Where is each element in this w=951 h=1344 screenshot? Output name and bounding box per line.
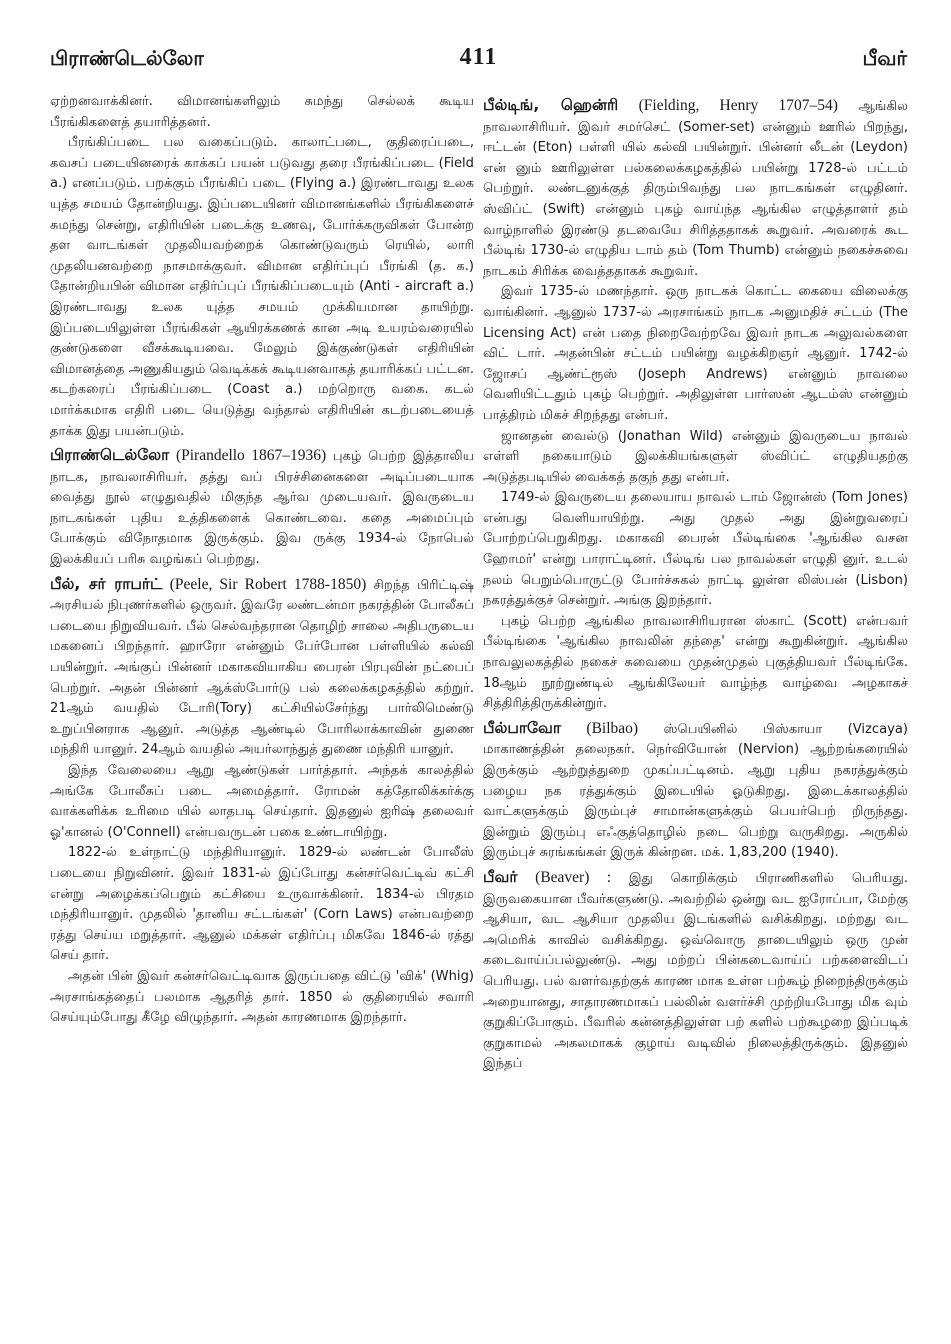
- running-head-right: பீவர்: [862, 46, 907, 70]
- page-header: [50, 40, 907, 80]
- right-column: [483, 92, 908, 1312]
- left-column: [50, 92, 474, 1312]
- body-paragraph: புகழ் பெற்ற ஆங்கில நாவலாசிரியரான ஸ்காட் (Scott) என்பவர் பீல்டிங்கை 'ஆங்கில நாவலின் தந்தை' என்று கூறுகின்றுர். ஆங்கில நாவலுலகத்தில் நகைச் சுவையை முதன்முதல் புகுத்தியவர் பீல்டிங்கே. 18ஆம் நூற்றுண்டில் ஆங்கிலேயர் வாழ்ந்த வாழ்வை அழகாகச் சித்திரித்திருக்கின்றுர்.: [483, 613, 908, 712]
- body-paragraph: பீரங்கிப்படை பல வகைப்படும். காலாட்படை, குதிரைப்படை, கவசப் படையினரைக் காக்கப் பயன் படுவது தரை பீரங்கிப்படை (Field a.) எனப்படும். பறக்கும் பீரங்கிப் படை (Flying a.) இரண்டாவது உலக யுத்த சமயம் தோன்றியது. இப்படையினர் விமானங்களில் பீரங்கிகளைச் சுமந்து சென்று, எதிரியின் படைக்கு உணவு, போர்க்கருவிகள் போன்ற தள வாடங்கள் முதலியவற்றைக் கொண்டுவரும் ரெயில், லாரி முதலியனவற்றை நாசமாக்குவர். விமான எதிர்ப்புப் பீரங்கி (த. க.) தோன்றியபின் விமான எதிர்ப்புப் பீரங்கிப்படையும் (Anti - aircraft a.) இரண்டாவது உலக யுத்த சமயம் முக்கியமான தாயிற்று. இப்படையிலுள்ள பீரங்கிகள் ஆயிரக்கணக் கான அடி உயரம்வரையில் குண்டுகளை வீசக்கூடியவை. மேலும் இக்குண்டுகள் எதிரியின் விமானத்தை அணுகியதும் வெடிக்கக் கூடியனவாகத் தயாரிக்கப் பட்டன. கடற்கரைப் பீரங்கிப்படை (Coast a.) மற்றொரு வகை. கடல் மார்க்கமாக எதிரி படை யெடுத்து வந்தால் எதிரியின் கடற்படையைத் தாக்க இது பயன்படும்.: [50, 135, 474, 439]
- encyclopedia-entry: [483, 867, 908, 1075]
- entry-latin-name: (Fielding, Henry 1707–54): [638, 97, 838, 114]
- encyclopedia-entry: [483, 95, 908, 282]
- entry-latin-name: (Bilbao): [586, 719, 639, 737]
- entry-latin-name: (Pirandello 1867–1936): [175, 447, 327, 465]
- entry-headword: பீவர்: [483, 867, 518, 886]
- encyclopedia-entry: [50, 445, 474, 571]
- encyclopedia-entry: [483, 718, 908, 864]
- encyclopedia-entry: [50, 574, 474, 761]
- body-paragraph: இவர் 1735-ல் மணந்தார். ஒரு நாடகக் கொட்ட கையை விலைக்கு வாங்கினர். ஆனுல் 1737-ல் அரசாங்கம் நாடக அனுமதிச் சட்டம் (The Licensing Act) என் பதை நிறைவேற்றவே இவர் நாடக அலுவல்களை விட் டார். அதன்பின் சட்டம் பயின்று வழக்கிறஞர் ஆனுர். 1742-ல் ஜோசப் ஆண்ட்ரூஸ் (Joseph Andrews) என்னும் நாவலை வெளியிட்டதும் புகழ் பெற்றுர். அதிலுள்ள பார்ஸன் ஆடம்ஸ் என்னும் பாத்திரம் மிகச் சிறந்தது என்பர்.: [483, 284, 908, 423]
- body-paragraph: 1749-ல் இவருடைய தலையாய நாவல் டாம் ஜோன்ஸ் (Tom Jones) என்பது வெளியாயிற்று. அது முதல் அது இன்றுவரைப் போற்றப்பெறுகிறது. மகாகவி பைரன் பீல்டிங்கை 'ஆங்கில வசன ஹோமர்' என்று பாராட்டினர். பீல்டிங் பல நாவல்கள் எழுதி னுர். உடல் நலம் பெறும்பொருட்டு போர்ச்சுகல் நாட்டி லுள்ள லிஸ்பன் (Lisbon) நகரத்துக்குச் சென்றுர். அங்கு இறந்தார்.: [483, 490, 908, 609]
- page-number: 411: [459, 44, 498, 70]
- entry-headword: பிராண்டெல்லோ: [50, 446, 170, 465]
- body-paragraph: ஜானதன் வைல்டு (Jonathan Wild) என்னும் இவருடைய நாவல் எள்ளி நகையாடும் இலக்கியங்களுள் ஸ்விப்ட் எழுதியதற்கு அடுத்தபடியில் வைக்கத் தகுந் தது என்பர்.: [483, 428, 908, 485]
- entry-headword: பீல், சர் ராபர்ட்: [50, 574, 163, 593]
- entry-text: சிறந்த பிரிட்டிஷ் அரசியல் நிபுணர்களில் ஒருவர். இவரே லண்டன்மா நகரத்தின் போலீசுப் படையை நிறுவியவர். பீல் செல்வந்தரான தொழிற் சாலை அதிபருடைய மகனைப் பிறந்தார். ஹாரோ என்னும் பேர்போன பள்ளியில் கல்வி பயின்றுர். அங்குப் பின்னர் மகாகவியாகிய பைரன் பிரபுவின் நட்பைப் பெற்றுர். அதன் பின்னர் ஆக்ஸ்போர்டு பல் கலைக்கழகத்தில் கற்றுர். 21ஆம் வயதில் டோரி(Tory) கட்சியில்சேர்ந்து பார்லிமெண்டு உறுப்பினராக ஆனுர். அடுத்த ஆண்டில் போரிலாக்காவின் துணை மந்திரி யானுர். 24ஆம் வயதில் அயர்லாந்துத் துணை மந்திரி யானுர்.: [50, 577, 474, 758]
- entry-latin-name: (Beaver) :: [535, 868, 612, 886]
- body-paragraph: அதன் பின் இவர் கன்சர்வெட்டிவாக இருப்பதை விட்டு 'விக்' (Whig) அரசாங்கத்தைப் பலமாக ஆதரித் தார். 1850 ல் குதிரையில் சவாரி செய்யும்போது கீழே விழுந்தார். அதன் காரணமாக இறந்தார்.: [50, 968, 474, 1026]
- entry-headword: பீல்பாவோ: [483, 718, 561, 737]
- entry-headword: பீல்டிங், ஹென்ரி: [483, 96, 619, 114]
- entry-text: ஆங்கில நாவலாசிரியர். இவர் சமர்செட் (Somer-set) என்னும் ஊரில் பிறந்து, ஈட்டன் (Eton) பள்ளி யில் கல்வி பயின்றுர். பின்னர் லீடன் (Leydon) என் னும் ஊரிலுள்ள பல்கலைக்கழகத்தில் பயின்று 1728-ல் பட்டம் பெற்றுர். லண்டனுக்குத் திரும்பிவந்து பல நாடகங்கள் எழுதினர். ஸ்விப்ட் (Swift) என்னும் புகழ் வாய்ந்த ஆங்கில எழுத்தாளர் தம் வாழ்நாளில் இரண்டு தடவையே சிரித்ததாகக் கூறுவர். அவரைக் கூட பீல்டிங் 1730-ல் எழுதிய டாம் தம் (Tom Thumb) என்னும் நகைச்சுவை நாடகம் சிரிக்க வைத்ததாகக் கூறுவர்.: [483, 99, 908, 279]
- body-paragraph: 1822-ல் உள்நாட்டு மந்திரியானுர். 1829-ல் லண்டன் போலீஸ் படையை நிறுவினர். இவர் 1831-ல் இப்போது கன்சர்வெட்டிவ் கட்சி என்று அழைக்கப்பெறும் கட்சியை உருவாக்கினர். 1834-ல் பிரதம மந்திரியானுர். முதலில் 'தானிய சட்டங்கள்' (Corn Laws) என்பவற்றை ரத்து செய்ய மறுத்தார். ஆனுல் மக்கள் எதிர்ப்பு மிகவே 1846-ல் ரத்து செய் தார்.: [50, 845, 474, 964]
- entry-text: புகழ் பெற்ற இத்தாலிய நாடக, நாவலாசிரியர். தத்து வப் பிரச்சினைகளை அடிப்படையாக வைத்து நூல் எழுதுவதில் மிகுந்த ஆர்வ முடையவர். இவருடைய நாடகங்கள் புதிய உத்திகளைக் கொண்டவை. கதை அமைப்பும் போக்கும் விநோதமாக இருக்கும். இவ ருக்கு 1934-ல் நோபெல் இலக்கியப் பரிசு வழங்கப் பெற்றது.: [50, 449, 474, 568]
- entry-latin-name: (Peele, Sir Robert 1788-1850): [169, 575, 367, 593]
- entry-text: இது கொறிக்கும் பிராணிகளில் பெரியது. இருவகையான பீவர்களுண்டு. அவற்றில் ஒன்று வட ஐரோப்பா, மேற்கு ஆசியா, வட ஆசியா முதலிய இடங்களில் வசிக்கிறது. மற்றது வட அமெரிக் காவில் வசிக்கிறது. ஒவ்வொரு தாடையிலும் ஒரு முன் கடைவாய்ப்பல்லுண்டு. அது மற்றப் பின்கடைவாய்ப் பற்களைவிடப் பெரியது. பல் வளர்வதற்குக் காரண மாக உள்ள பற்கூழ் நிறைந்திருக்கும் அறையானது, சாதாரணமாகப் பல்லின் வளர்ச்சி முற்றியபோது மிக வும் குறுகிப்போகும். பீவரில் கன்னத்திலுள்ள பற் களில் பற்கூழறை இப்படிக் குறுகாமல் அகலமாகக் குழாய் வடிவில் நிலைத்திருக்கும். இதனுல் இந்தப்: [483, 870, 908, 1072]
- body-paragraph: இந்த வேலையை ஆறு ஆண்டுகள் பார்த்தார். அந்தக் காலத்தில் அங்கே போலீசுப் படை அமைத்தார். ரோமன் கத்தோலிக்கர்க்கு வாக்களிக்க உரிமை யில் லாதபடி செய்தார். இதனுல் ஐரிஷ் தலைவர் ஓ'கானல் (O'Connell) என்பவருடன் பகை உண்டாயிற்று.: [50, 763, 474, 840]
- running-head-left: பிராண்டெல்லோ: [50, 46, 204, 70]
- body-paragraph: ஏற்றனவாக்கினர். விமானங்களிலும் சுமந்து செல்லக் கூடிய பீரங்கிகளைத் தயாரித்தனர்.: [50, 94, 474, 130]
- entry-text: ஸ்பெயினில் பிஸ்காயா (Vizcaya) மாகாணத்தின் தலைநகர். நெர்வியோன் (Nervion) ஆற்றங்கரையில் இருக்கும் ஆற்றுத்துறை முகப்பட்டினம். ஆறு புதிய நகரத்துக்கும் பழைய நக ரத்துக்கும் இடையில் ஓடுகிறது. இடைக்காலத்தில் வாட்களுக்கும் இரும்புச் சாமான்களுக்கும் பெயர்பெற் றிருந்தது. இன்றும் இரும்பு எஃகுத்தொழில் நடை பெற்று வருகிறது. அருகில் இரும்புச் சுரங்கங்கள் இருக் கின்றன. மக். 1,83,200 (1940).: [483, 721, 908, 861]
